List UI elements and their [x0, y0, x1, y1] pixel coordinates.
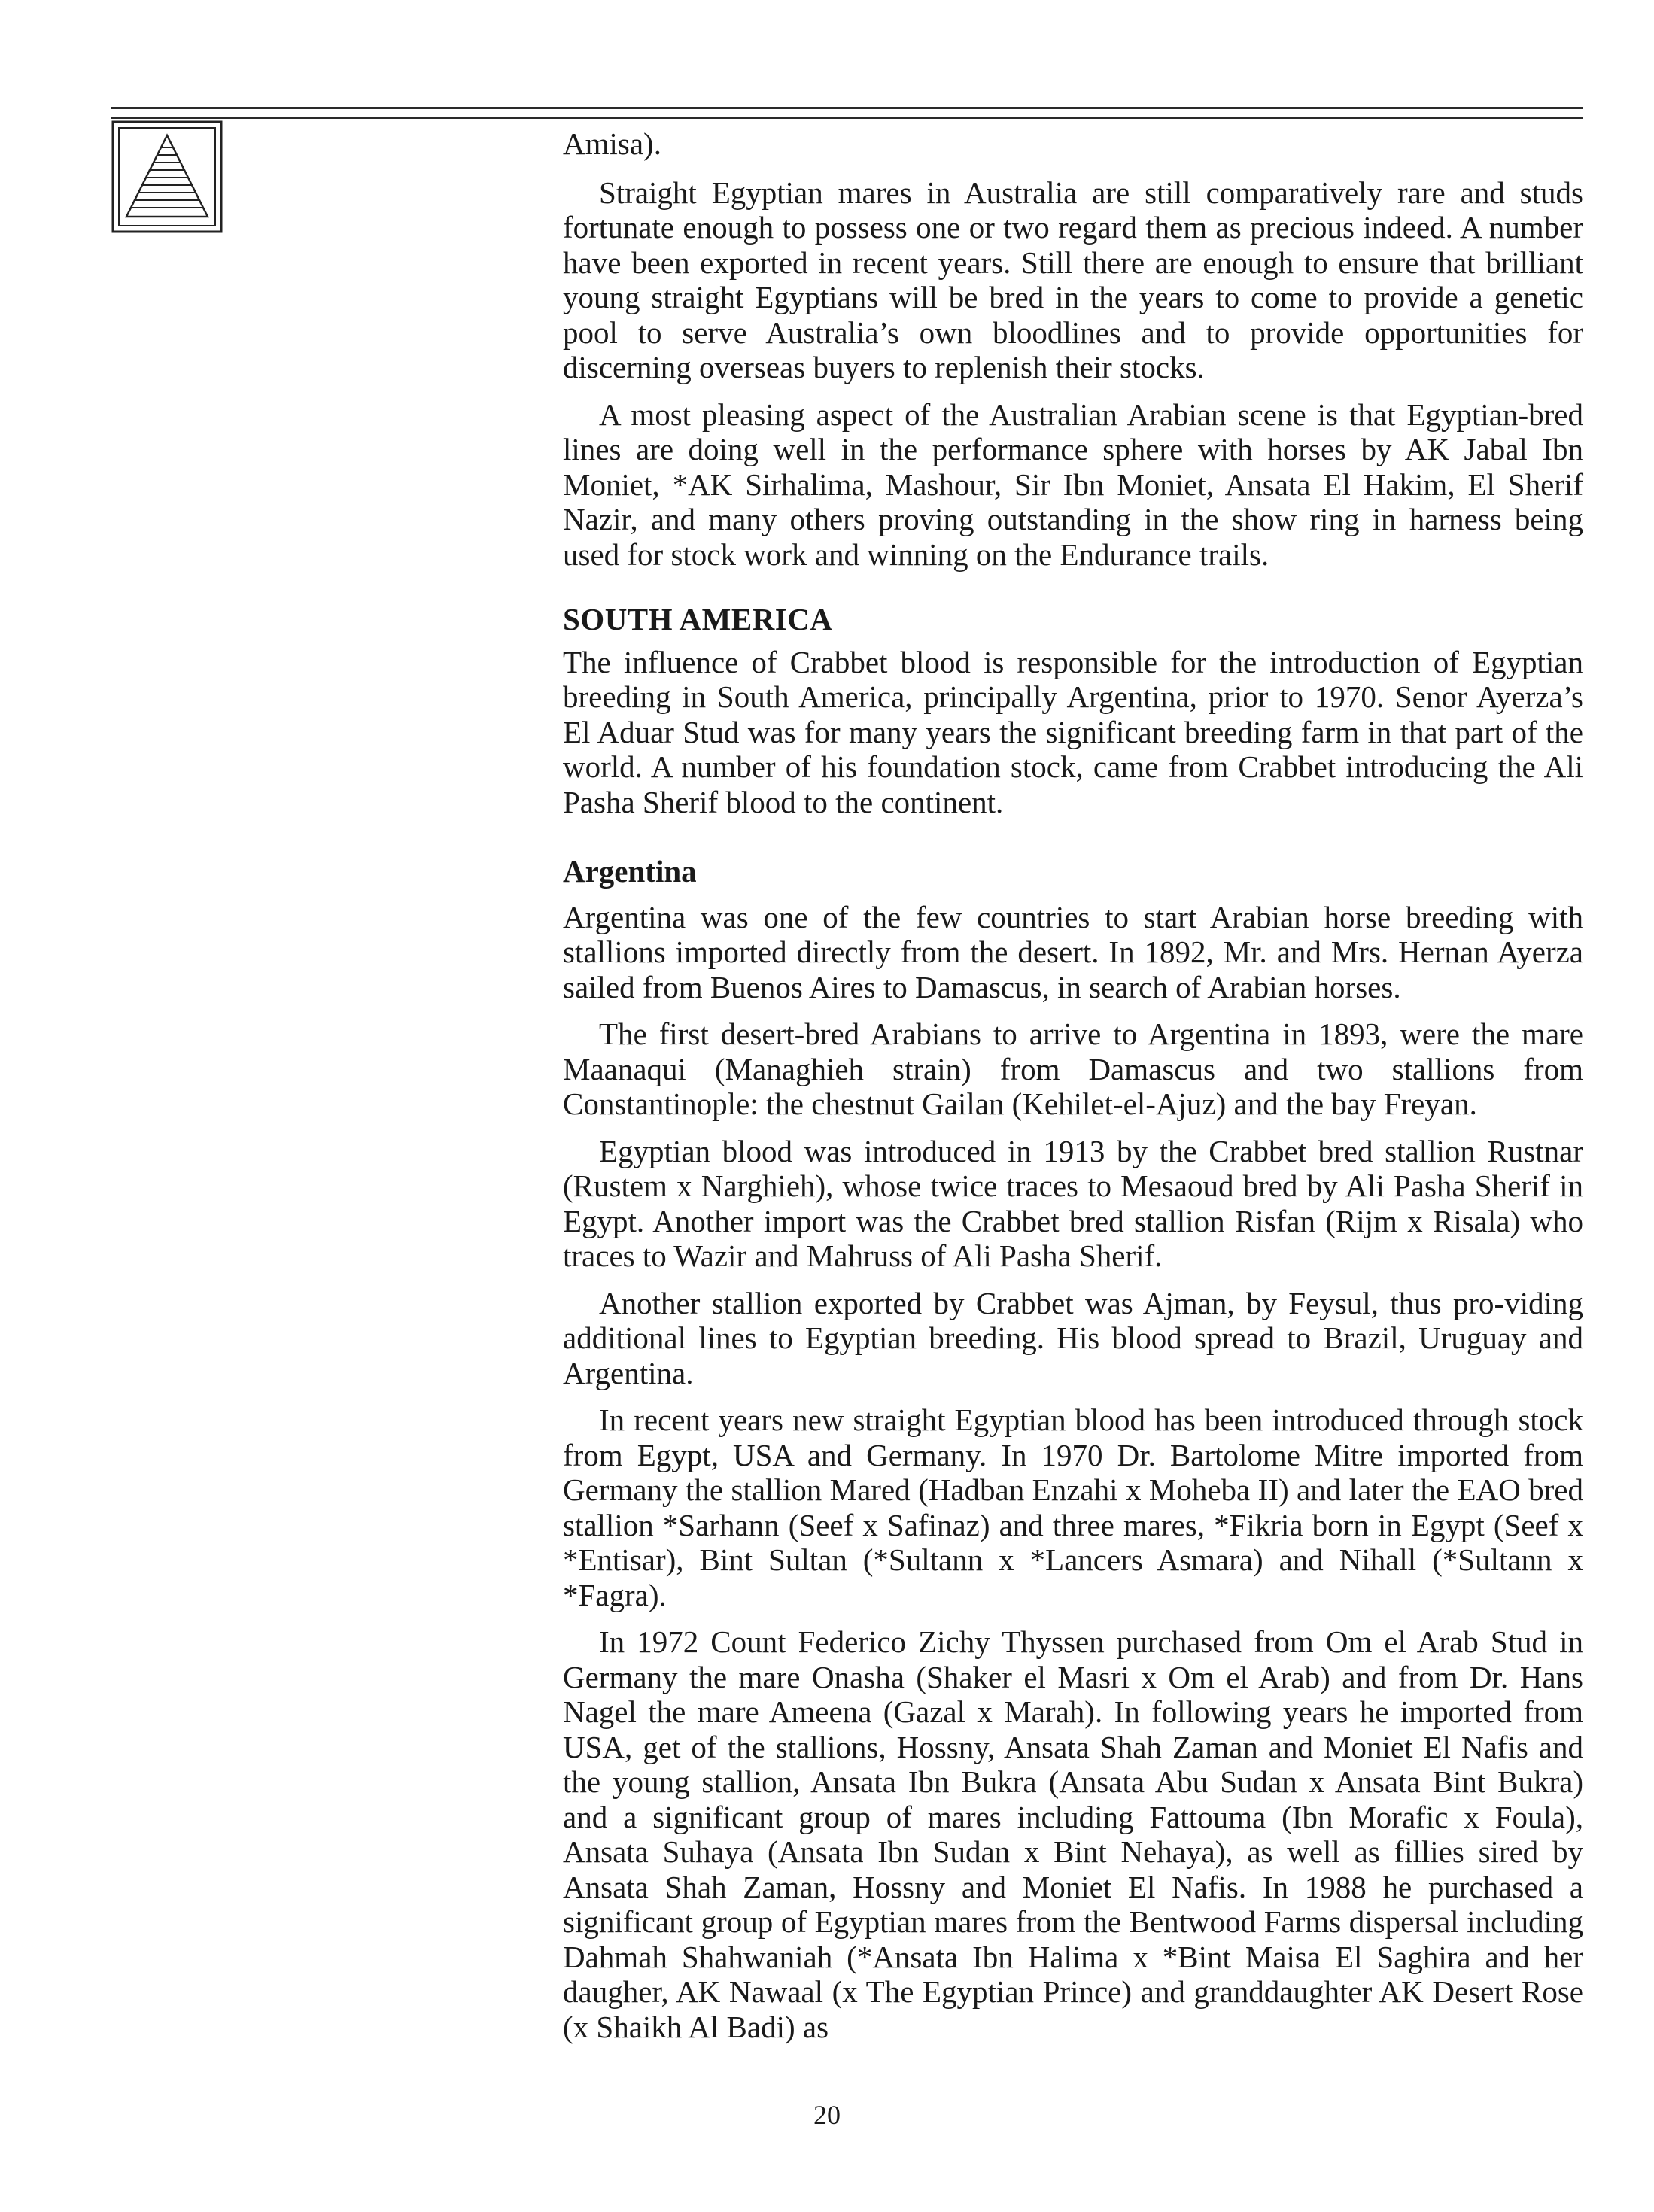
paragraph-argentina-egyptian-blood: Egyptian blood was introduced in 1913 by the Crabbet bred stallion Rustnar (Rustem x Narghieh), whose twice traces to Mesaoud bred by Ali Pasha Sherif in Egypt. Another import was the Crabbet bred stallion Risfan (Rijm x Risala) who traces to Wazir and Mahruss of Ali Pasha Sherif. [563, 1133, 1583, 1273]
paragraph-argentina-intro: Argentina was one of the few countries to start Arabian horse breeding with stallions imported directly from the desert. In 1892, Mr. and Mrs. Hernan Ayerza sailed from Buenos Aires to Damascus, in search of Arabian horses. [563, 899, 1583, 1004]
header-rule-top [111, 107, 1583, 109]
subsection-heading-argentina: Argentina [563, 854, 697, 889]
page-number: 20 [813, 2100, 841, 2130]
header-rule-bottom [111, 117, 1583, 119]
paragraph-argentina-recent-years: In recent years new straight Egyptian blood has been introduced through stock from Egypt, USA and Germany. In 1970 Dr. Bartolome Mitre imported from Germany the stallion Mared (Hadban Enzahi x Moheba II) and later the EAO bred stallion *Sarhann (Seef x Safinaz) and three mares, *Fikria born in Egypt (Seef x *Entisar), Bint Sultan (*Sultann x *Lancers Asmara) and Nihall (*Sultann x *Fagra). [563, 1402, 1583, 1612]
article-body [563, 126, 1583, 2056]
paragraph-argentina-first-arabians: The first desert-bred Arabians to arrive to Argentina in 1893, were the mare Maanaqui (Managhieh strain) from Damascus and two stallions from Constantinople: the chestnut Gailan (Kehilet-el-Ajuz) and the bay Freyan. [563, 1016, 1583, 1121]
paragraph-south-america: The influence of Crabbet blood is responsible for the introduction of Egyptian breeding in South America, principally Argentina, prior to 1970. Senor Ayerza’s El Aduar Stud was for many years the significant breeding farm in that part of the world. A number of his foundation stock, came from Crabbet introducing the Ali Pasha Sherif blood to the continent. [563, 644, 1583, 819]
paragraph-argentina-ajman: Another stallion exported by Crabbet was Ajman, by Feysul, thus pro-viding additional lines to Egyptian breeding. His blood spread to Brazil, Uruguay and Argentina. [563, 1285, 1583, 1390]
paragraph-argentina-zichy-thyssen: In 1972 Count Federico Zichy Thyssen purchased from Om el Arab Stud in Germany the mare Onasha (Shaker el Masri x Om el Arab) and from Dr. Hans Nagel the mare Ameena (Gazal x Marah). In following years he imported from USA, get of the stallions, Hossny, Ansata Shah Zaman and Moniet El Nafis and the young stallion, Ansata Ibn Bukra (Ansata Abu Sudan x Ansata Bint Bukra) and a significant group of mares including Fattouma (Ibn Morafic x Foula), Ansata Suhaya (Ansata Ibn Sudan x Bint Nehaya), as well as fillies sired by Ansata Shah Zaman, Hossny and Moniet El Nafis. In 1988 he purchased a significant group of Egyptian mares from the Bentwood Farms dispersal including Dahmah Shahwaniah (*Ansata Ibn Halima x *Bint Maisa El Saghira and her daugher, AK Nawaal (x The Egyptian Prince) and granddaughter AK Desert Rose (x Shaikh Al Badi) as [563, 1624, 1583, 2044]
paragraph-opening: Amisa). [563, 126, 661, 161]
paragraph-australia-mares: Straight Egyptian mares in Australia are still comparatively rare and studs fortunate enough to possess one or two regard them as precious indeed. A number have been exported in recent years. Still there are enough to ensure that brilliant young straight Egyptians will be bred in the years to come to provide a genetic pool to serve Australia’s own bloodlines and to provide opportunities for discerning overseas buyers to replenish their stocks. [563, 175, 1583, 384]
pyramid-logo-icon [111, 120, 223, 233]
paragraph-australia-performance: A most pleasing aspect of the Australian Arabian scene is that Egyptian-bred lines are doing well in the performance sphere with horses by AK Jabal Ibn Moniet, *AK Sirhalima, Mashour, Sir Ibn Moniet, Ansata El Hakim, El Sherif Nazir, and many others proving outstanding in the show ring in harness being used for stock work and winning on the Endurance trails. [563, 397, 1583, 572]
section-heading-south-america: SOUTH AMERICA [563, 602, 833, 637]
